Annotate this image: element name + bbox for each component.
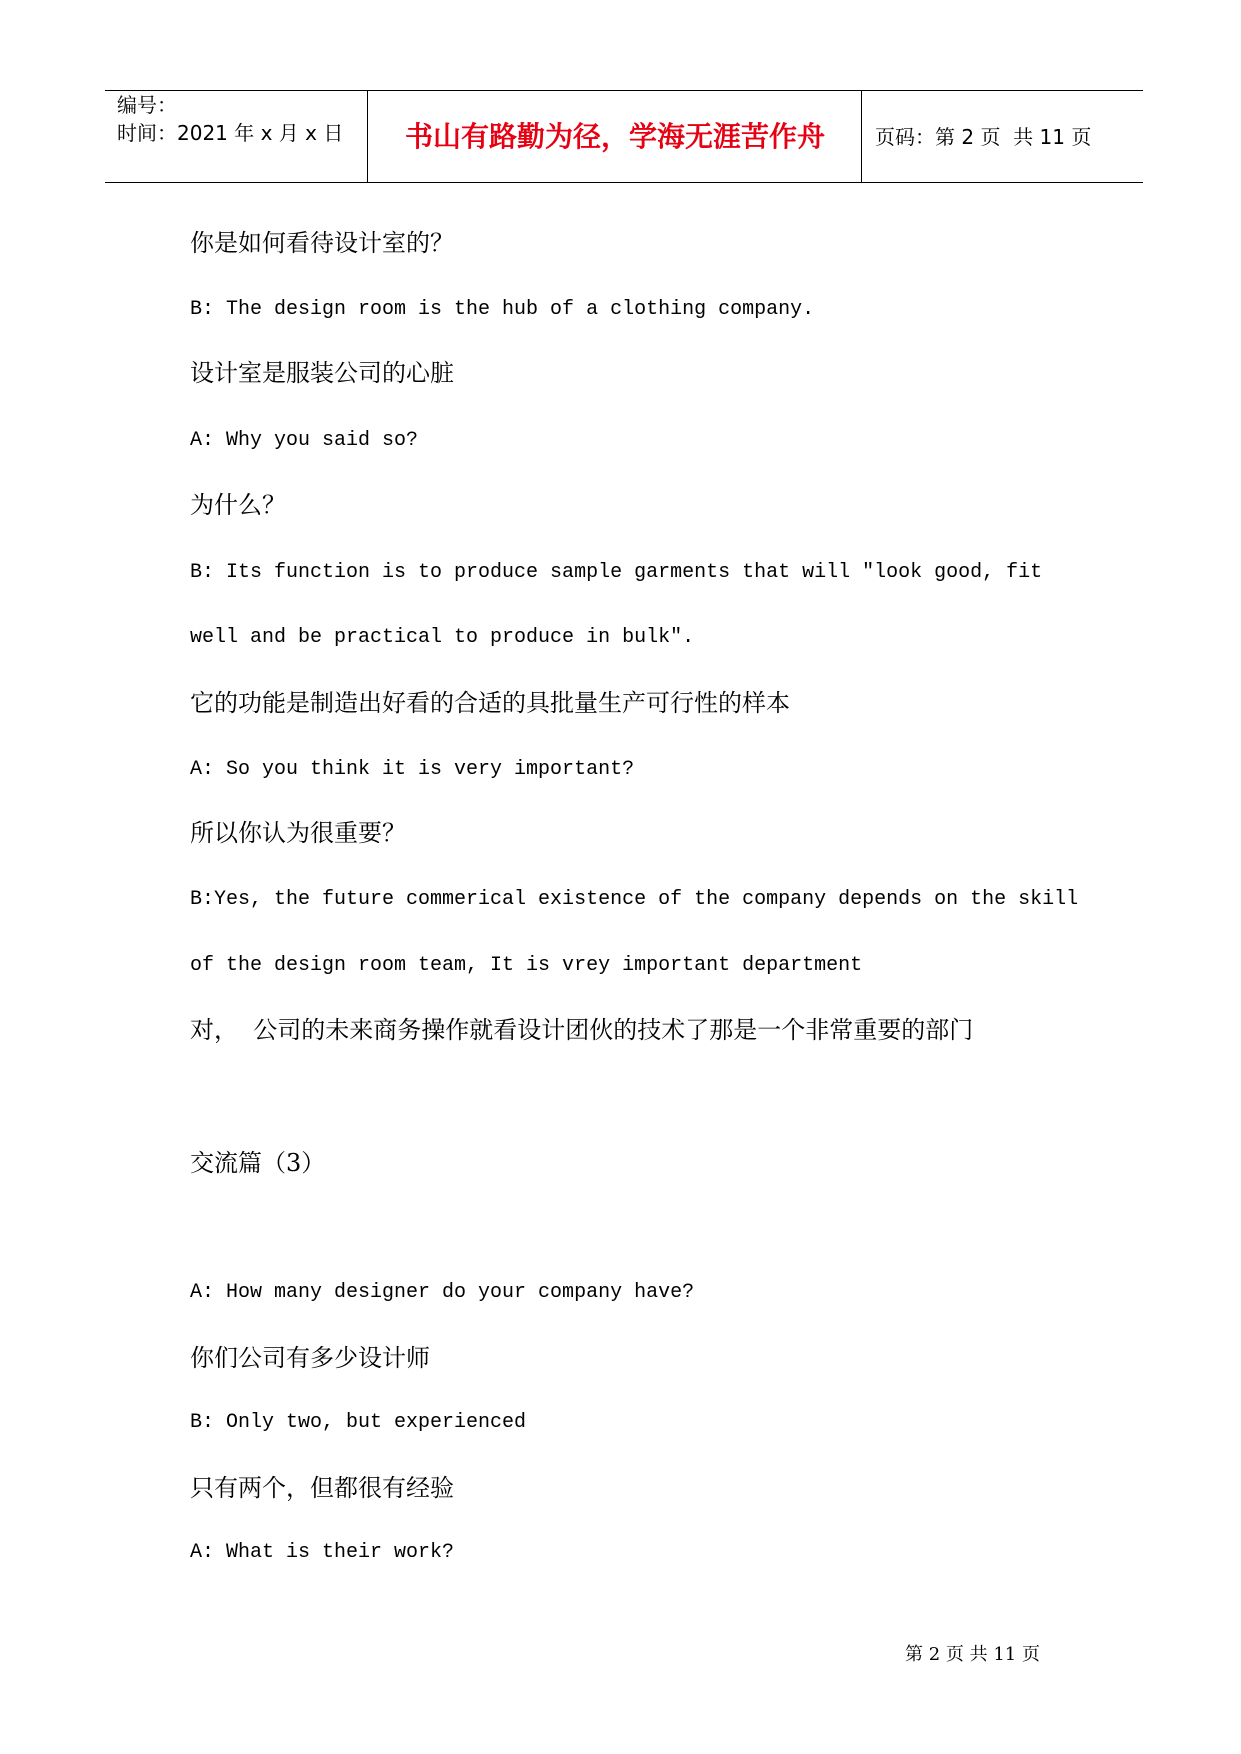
body-line: A: So you think it is very important? [190,758,635,781]
section-heading: 交流篇（3） [190,1149,326,1177]
page-footer: 第 2 页 共 11 页 [905,1644,1040,1665]
body-line: of the design room team, It is vrey important department [190,954,863,977]
header-top-rule [105,90,1143,91]
body-line: well and be practical to produce in bulk″. [190,626,695,649]
body-line: 所以你认为很重要？ [190,819,406,847]
body-line: A: What is their work? [190,1541,455,1564]
body-line: 为什么？ [190,491,286,519]
body-line: B: The design room is the hub of a clothing company. [190,298,815,321]
body-line: A: How many designer do your company have? [190,1281,695,1304]
document-date-label: 时间：2021 年 x 月 x 日 [117,121,344,145]
body-line: B: Its function is to produce sample garments that will ″look good, fit [190,561,1043,584]
body-line: 它的功能是制造出好看的合适的具批量生产可行性的样本 [190,689,790,717]
header-bottom-rule [105,182,1143,183]
header-page-info: 页码：第 2 页 共 11 页 [875,125,1092,149]
body-line: 对， 公司的未来商务操作就看设计团伙的技术了那是一个非常重要的部门 [190,1016,974,1044]
body-line: B: Only two, but experienced [190,1411,527,1434]
body-line: B:Yes, the future commerical existence of the company depends on the skill [190,888,1079,911]
body-line: 只有两个，但都很有经验 [190,1474,454,1502]
body-line: 你是如何看待设计室的？ [190,229,454,257]
body-line: 设计室是服装公司的心脏 [190,359,454,387]
document-number-label: 编号： [117,93,177,117]
body-line: A: Why you said so? [190,429,419,452]
body-line: 你们公司有多少设计师 [190,1344,430,1372]
header-motto: 书山有路勤为径，学海无涯苦作舟 [404,120,825,153]
